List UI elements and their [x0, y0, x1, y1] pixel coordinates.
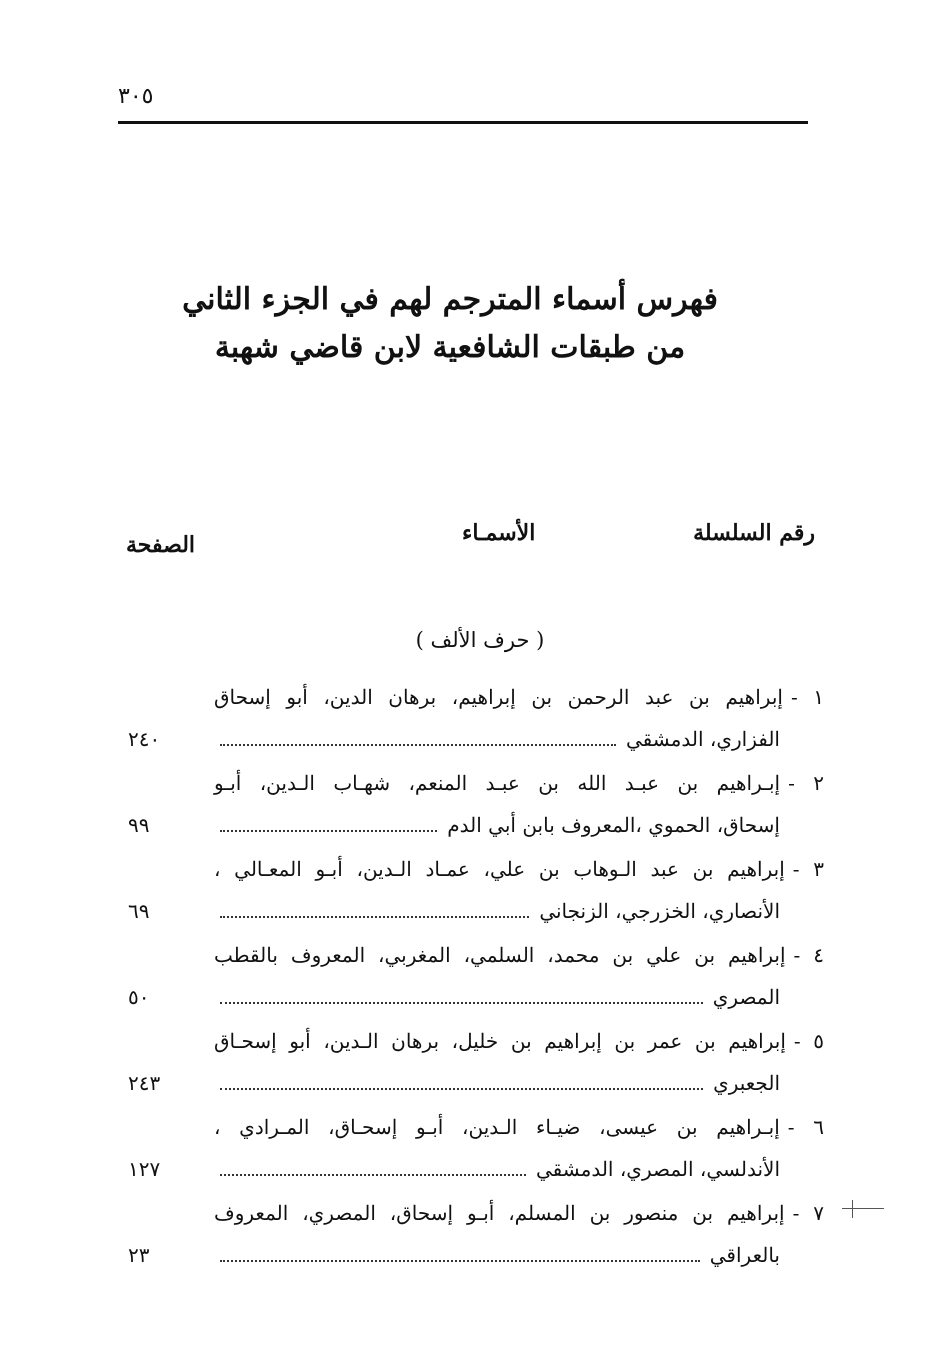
page-number: ٣٠٥ — [118, 84, 154, 109]
entry-second-line — [212, 1240, 780, 1270]
entry-name-continuation: إسحاق، الحموي ،المعروف بابن أبي الدم — [447, 813, 780, 837]
dot-leader — [220, 1242, 700, 1262]
index-entry — [110, 762, 830, 848]
entry-first-line — [214, 682, 824, 712]
entry-name-continuation: الفزاري، الدمشقي — [626, 727, 780, 751]
entry-second-line — [212, 896, 780, 926]
entry-serial: ٣ - — [792, 857, 824, 881]
entry-name-continuation: الأنصاري، الخزرجي، الزنجاني — [539, 899, 780, 923]
entry-page-number: ٢٣ — [128, 1243, 150, 1267]
entry-page-number: ٢٤٠ — [128, 727, 161, 751]
dot-leader — [220, 898, 529, 918]
margin-mark — [842, 1208, 884, 1209]
entry-serial: ٦ - — [787, 1115, 824, 1139]
section-heading: ( حرف الألف ) — [415, 628, 545, 652]
entry-second-line — [212, 982, 780, 1012]
entry-first-line — [214, 1112, 824, 1142]
entry-first-line — [214, 1026, 824, 1056]
entry-first-line — [214, 1198, 824, 1228]
index-entries — [110, 676, 830, 1278]
index-entry — [110, 676, 830, 762]
column-header-page: الصفحة — [126, 532, 196, 558]
entry-page-number: ٩٩ — [128, 813, 150, 837]
entry-name-text: إبراهيم بن منصور بن المسلم، أبـو إسحاق، المصري، المعروف — [214, 1201, 785, 1225]
index-entry — [110, 1020, 830, 1106]
header-rule — [118, 121, 808, 124]
title-line-2: من طبقات الشافعية لابن قاضي شهبة — [214, 330, 686, 365]
dot-leader — [220, 726, 616, 746]
entry-name-continuation: الأندلسي، المصري، الدمشقي — [536, 1157, 780, 1181]
entry-name-text: إبراهيم بن عمر بن إبراهيم بن خليل، برهان الـدين، أبو إسحـاق — [214, 1029, 786, 1053]
entry-page-number: ٢٤٣ — [128, 1071, 161, 1095]
entry-name-text: إبراهيم بن عبد الرحمن بن إبراهيم، برهان الدين، أبو إسحاق — [214, 685, 783, 709]
entry-page-number: ١٢٧ — [128, 1157, 161, 1181]
dot-leader — [220, 984, 703, 1004]
margin-mark-vertical — [852, 1200, 853, 1218]
entry-serial: ١ - — [790, 685, 824, 709]
entry-serial: ٢ - — [788, 771, 824, 795]
dot-leader — [220, 812, 437, 832]
entry-page-number: ٦٩ — [128, 899, 150, 923]
index-entry — [110, 1192, 830, 1278]
entry-name-text: إبـراهيم بن عبـد الله بن عبـد المنعم، شهـاب الـدين، أبـو — [214, 771, 781, 795]
entry-name-text: إبراهيم بن عبد الـوهاب بن علي، عمـاد الـدين، أبـو المعـالي ، — [214, 857, 785, 881]
entry-second-line — [212, 1068, 780, 1098]
entry-name-continuation: المصري — [712, 985, 780, 1009]
entry-second-line — [212, 1154, 780, 1184]
title-line-1: فهرس أسماء المترجم لهم في الجزء الثاني — [182, 282, 718, 317]
column-header-names: الأسمـاء — [462, 520, 536, 546]
entry-serial: ٥ - — [793, 1029, 824, 1053]
entry-name-text: إبراهيم بن علي بن محمد، السلمي، المغربي، المعروف بالقطب — [214, 943, 786, 967]
dot-leader — [220, 1156, 526, 1176]
index-title — [170, 276, 730, 372]
entry-first-line — [214, 940, 824, 970]
entry-serial: ٤ - — [793, 943, 824, 967]
entry-name-continuation: الجعبري — [713, 1071, 780, 1095]
column-header-serial: رقم السلسلة — [693, 520, 815, 546]
entry-name-text: إبـراهيم بن عيسى، ضيـاء الـدين، أبـو إسحـاق، المـرادي ، — [214, 1115, 780, 1139]
entry-second-line — [212, 810, 780, 840]
index-entry — [110, 1106, 830, 1192]
entry-serial: ٧ - — [792, 1201, 824, 1225]
dot-leader — [220, 1070, 703, 1090]
entry-name-continuation: بالعراقي — [709, 1243, 780, 1267]
entry-first-line — [214, 768, 824, 798]
entry-second-line — [212, 724, 780, 754]
entry-page-number: ٥٠ — [128, 985, 150, 1009]
entry-first-line — [214, 854, 824, 884]
index-entry — [110, 934, 830, 1020]
index-entry — [110, 848, 830, 934]
